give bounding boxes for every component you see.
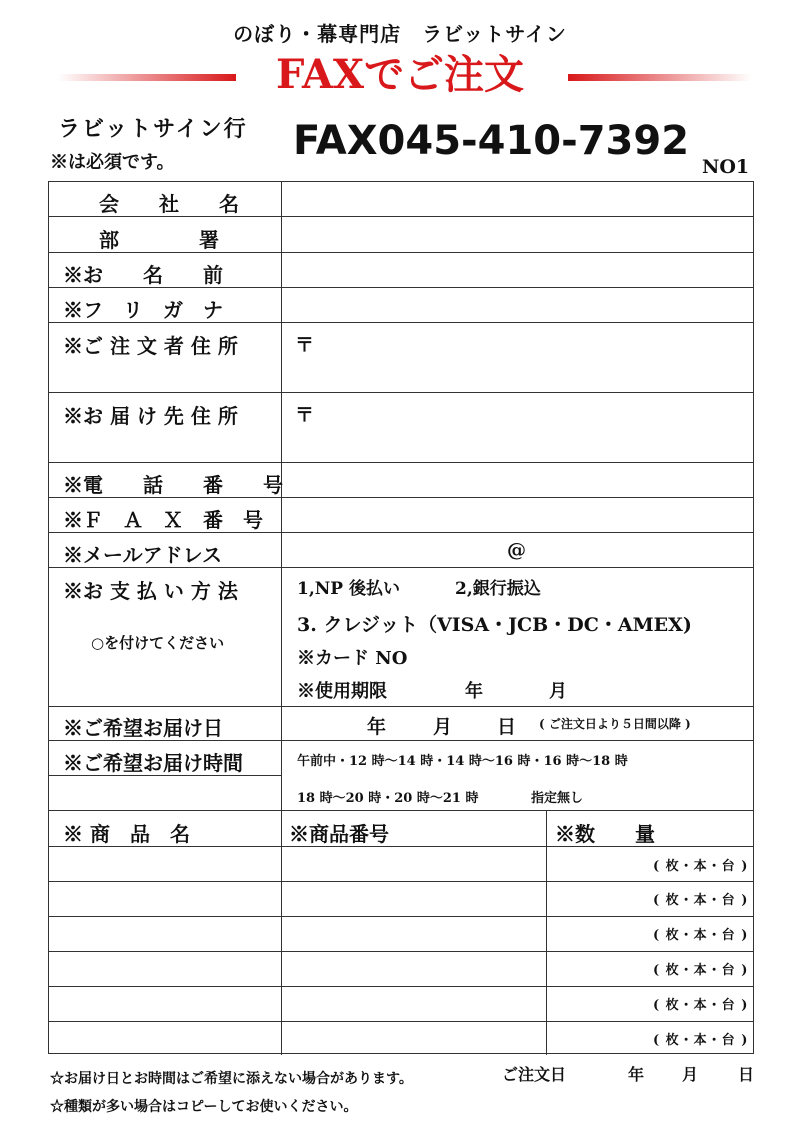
delivery-postal-mark: 〒 (295, 404, 315, 426)
title-banner (0, 52, 800, 98)
company-label: 会 社 名 (99, 192, 239, 216)
fax-label: ※Ｆ Ａ Ｘ 番 号 (63, 508, 263, 532)
payment-option-bank: 2,銀行振込 (455, 579, 541, 599)
orderer-postal-mark: 〒 (295, 334, 315, 356)
recipient: ラビットサイン行 (58, 116, 248, 142)
delivery-date-note: ( ご注文日より５日間以降 ) (539, 717, 691, 731)
email-label: ※メールアドレス (63, 543, 222, 567)
order-date-label: ご注文日 (502, 1065, 567, 1084)
card-number-label: ※カード NO (297, 648, 408, 669)
order-form (48, 181, 754, 1054)
quantity-unit: ( 枚・本・台 ) (653, 998, 749, 1013)
delivery-date-month: 月 (433, 716, 453, 738)
delivery-date-year: 年 (367, 716, 387, 738)
delivery-address-label: ※お 届 け 先 住 所 (63, 404, 238, 428)
order-date-month: 月 (682, 1065, 699, 1084)
footer-note-delivery: ☆お届け日とお時間はご希望に添えない場合があります。 (50, 1071, 413, 1087)
department-label: 部 署 (99, 228, 219, 252)
page-title: FAXでご注文 (275, 51, 525, 98)
quantity-unit: ( 枚・本・台 ) (653, 963, 749, 978)
fax-number: FAX045-410-7392 (293, 118, 690, 164)
quantity-unit: ( 枚・本・台 ) (653, 1033, 749, 1048)
product-number-header: ※商品番号 (289, 822, 389, 846)
phone-label: ※電 話 番 号 (63, 473, 283, 497)
quantity-header: ※数 量 (555, 822, 655, 846)
quantity-unit: ( 枚・本・台 ) (653, 928, 749, 943)
payment-circle-note: ○を付けてください (91, 634, 225, 652)
footer-note-copy: ☆種類が多い場合はコピーしてお使いください。 (50, 1099, 358, 1115)
delivery-time-label: ※ご希望お届け時間 (63, 751, 243, 775)
shop-name: のぼり・幕専門店 ラビットサイン (233, 22, 567, 46)
payment-label: ※お 支 払 い 方 法 (63, 579, 238, 603)
expiry-year: 年 (465, 681, 483, 702)
delivery-time-no-preference: 指定無し (531, 791, 584, 806)
payment-option-np: 1,NP 後払い (297, 579, 400, 599)
delivery-date-label: ※ご希望お届け日 (63, 716, 223, 740)
product-name-header: ※ 商 品 名 (63, 822, 190, 846)
orderer-address-label: ※ご 注 文 者 住 所 (63, 334, 238, 358)
name-label: ※お 名 前 (63, 263, 223, 287)
delivery-time-options-2: 18 時〜20 時・20 時〜21 時 (297, 791, 479, 806)
required-note: ※は必須です。 (50, 152, 175, 173)
furigana-label: ※フ リ ガ ナ (63, 298, 223, 322)
delivery-date-day: 日 (497, 716, 517, 738)
quantity-unit: ( 枚・本・台 ) (653, 893, 749, 908)
expiry-month: 月 (549, 681, 567, 702)
order-date-day: 日 (738, 1065, 755, 1084)
expiry-label: ※使用期限 (297, 681, 387, 702)
delivery-time-options-1: 午前中・12 時〜14 時・14 時〜16 時・16 時〜18 時 (297, 754, 628, 769)
payment-option-credit: 3. クレジット（VISA・JCB・DC・AMEX) (297, 614, 692, 636)
order-date-year: 年 (628, 1065, 645, 1084)
email-at-mark: @ (507, 539, 526, 561)
quantity-unit: ( 枚・本・台 ) (653, 859, 749, 874)
sheet-number: NO1 (702, 156, 750, 178)
